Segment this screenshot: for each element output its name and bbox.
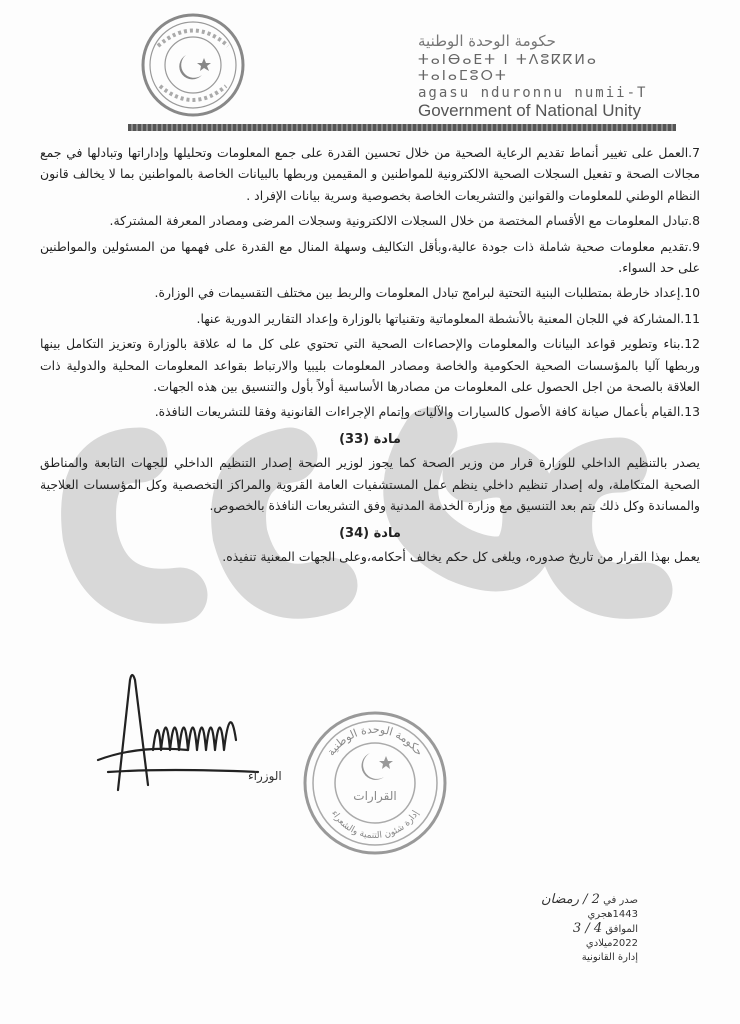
government-name-arabic: حكومة الوحدة الوطنية — [418, 32, 556, 50]
list-item: 8.تبادل المعلومات مع الأقسام المختصة من خلال السجلات الالكترونية وسجلات المرضى ومصادر المعرفة المشتركة. — [109, 213, 700, 229]
handwritten-signature — [78, 650, 288, 800]
list-item: 10.إعداد خارطة بمتطلبات البنية التحتية لبرامج تبادل المعلومات والربط بين مختلف التقسيمات في الوزارة. — [154, 285, 700, 301]
issued-label: صدر في — [603, 895, 638, 906]
hijri-year: 1443هجري — [587, 909, 638, 920]
article-33-text: يصدر بالتنظيم الداخلي للوزارة قرار من وزير الصحة كما يجوز لوزير الصحة إصدار التنظيم الداخلي للجهات التابعة والمناطق الصحية المتكاملة، وله إصدار تنظيم داخلي ينظم عمل المستشفيات العامة القروية والمراكز التخصصية وكل المؤسسات العلاجية والمساندة وكل ذلك يتم بعد التنسيق مع وزارة الخدمة المدنية وفق التشريعات النافذة بالخصوص. — [40, 455, 700, 514]
list-item: 7.العمل على تغيير أنماط تقديم الرعاية الصحية من خلال تحسين القدرة على جمع المعلومات وتحليلها وإداراتها وتبادلها في جمع مجالات الصحة و تفعيل السجلات الصحية الالكترونية للمواطنين و المقيمين وربطها بالبيانات الخاصة بالمواطنين بما لا يخالف قانون النظام الوطني للمعلومات والقوانين والتشريعات الخاصة بخصوصية وسرية بيانات الإفراد . — [40, 145, 700, 203]
stamp-bottom-text: إدارة شئون التنمية والشعراء — [328, 808, 422, 842]
gregorian-date: 4 / 3 — [572, 921, 603, 936]
stamp-center-text: القرارات — [353, 789, 397, 803]
document-body — [40, 142, 700, 571]
list-item: 12.بناء وتطوير قواعد البيانات والمعلومات والإحصاءات الصحية التي تحتوي على كل ما له علاقة بالوزارة وتعزيز التكامل بينها وربطها آليا بالمؤسسات الصحية الحكومية والخاصة ومصادر المعلومات بليبيا والارتباط بقواعد المعلومات المحلية والدولية ذات العلاقة بالصحة من اجل الحصول على المعلومات من مصادرها الأساسية أولاً بأول والتنسيق بين هذه الجهات. — [40, 336, 700, 395]
government-name-amazigh: agasu nduronnu numii-T — [418, 85, 648, 101]
header-divider — [128, 124, 676, 131]
article-34-title: مادة (34) — [339, 525, 401, 541]
article-33-title: مادة (33) — [339, 431, 401, 447]
list-item: 9.تقديم معلومات صحية شاملة ذات جودة عالية،وبأقل التكاليف وسهلة المنال مع القدرة على فهمها من المسئولين والمواطنين على حد السواء. — [40, 238, 700, 276]
list-item: 13.القيام بأعمال صيانة كافة الأصول كالسيارات والآليات وإتمام الإجراءات القانونية وفقا للتشريعات النافذة. — [154, 404, 700, 420]
department-label: إدارة القانونية — [581, 952, 638, 963]
signature-title: الوزراء — [248, 769, 282, 783]
government-header — [418, 32, 678, 121]
list-item: 11.المشاركة في اللجان المعنية بالأنشطة المعلوماتية وتقنياتها بالوزارة وإعداد التقارير الدورية عنها. — [196, 310, 700, 326]
article-34-text: يعمل بهذا القرار من تاريخ صدوره، ويلغى كل حكم يخالف أحكامه،وعلى الجهات المعنية تنفيذه. — [222, 548, 700, 564]
corresponding-label: الموافق — [605, 924, 638, 935]
gregorian-year: 2022ميلادي — [585, 938, 638, 949]
issued-date: 2 / رمضان — [540, 892, 600, 907]
svg-text:حكومة الوحدة الوطنية — [324, 723, 425, 758]
stamp-ring-text: حكومة الوحدة الوطنية — [324, 722, 426, 759]
state-seal-icon — [138, 10, 248, 120]
government-name-tifinagh: ⵜⴰⵏⴱⴰⴹⵜ ⵏ ⵜⴷⵓⴽⴽⵍⴰ ⵜⴰⵏⴰⵎⵓⵔⵜ — [418, 52, 598, 84]
government-name-english: Government of National Unity — [418, 101, 641, 120]
date-block — [498, 893, 638, 965]
official-stamp-icon — [300, 708, 450, 858]
